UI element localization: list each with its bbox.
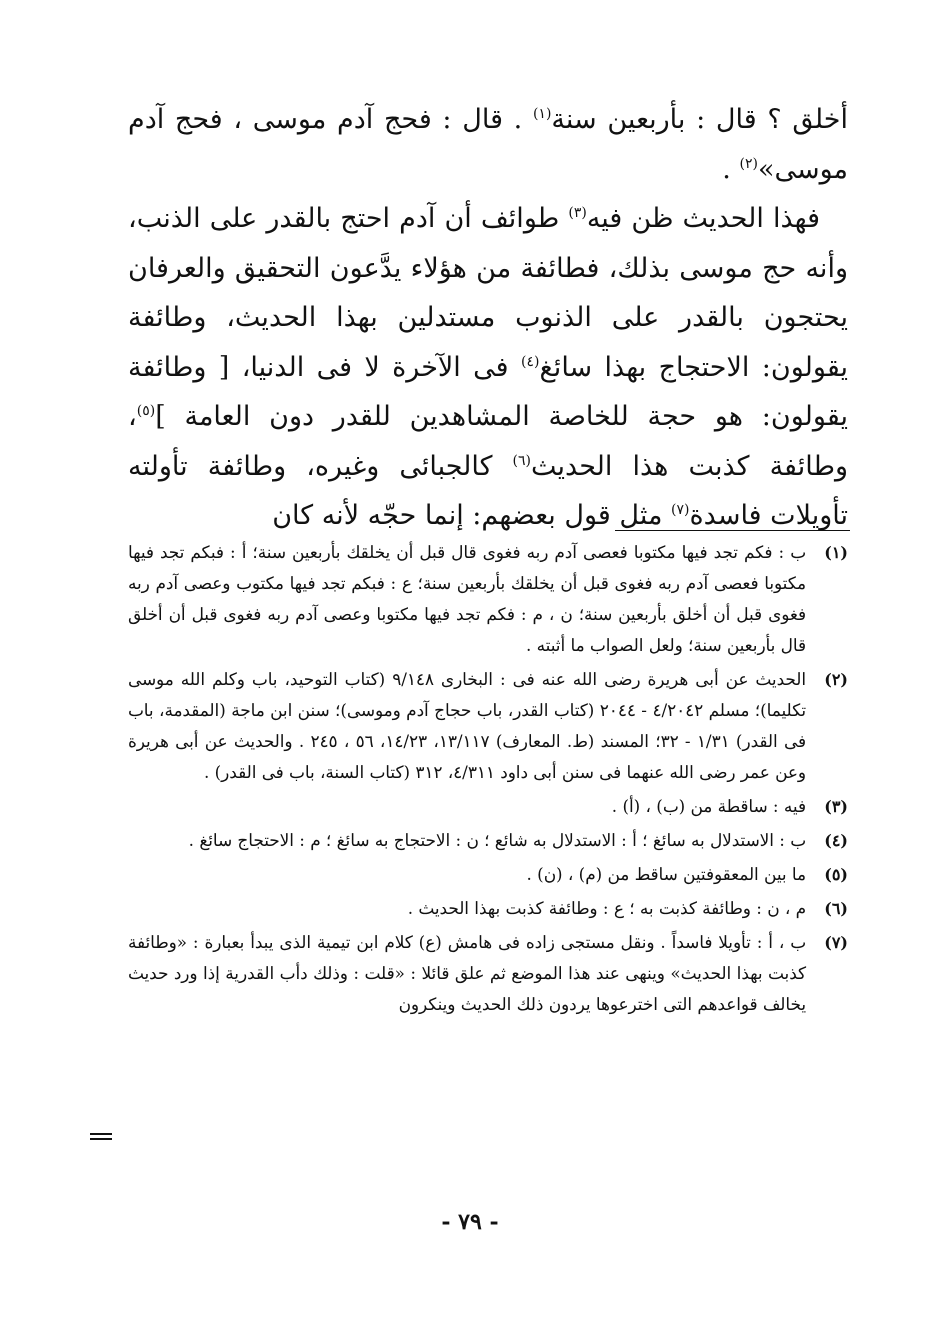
footnote xyxy=(128,825,848,856)
text-run: . xyxy=(722,153,740,185)
text-run: مثل قول بعضهم: إنما حجّه لأنه كان xyxy=(272,500,672,531)
footnotes xyxy=(128,537,848,1020)
footnote xyxy=(128,537,848,661)
footnote-marker: (٧) xyxy=(671,502,690,518)
footnote-number: (٥) xyxy=(824,865,848,884)
footnote-marker: (١) xyxy=(532,106,552,122)
page-number: - ٧٩ - xyxy=(441,1209,499,1235)
footnote-text: فيه : ساقطة من (ب) ، (أ) . xyxy=(611,796,806,816)
footnote-marker: (٥) xyxy=(136,403,156,419)
footnote-marker: (٤) xyxy=(520,353,540,370)
footnote-number: (٣) xyxy=(824,797,848,816)
text-run: أخلق ؟ قال : بأربعين سنة xyxy=(551,104,848,135)
main-text xyxy=(128,95,848,541)
footnote-text: ب ، أ : تأويلا فاسداً . ونقل مستجى زاده فى هامش (ع) كلام ابن تيمية الذى يبدأ بعبارة : «وطائفة كذبت بهذا الحديث» وينهى عند هذا الموضع ثم علق قائلا : «قلت : وذلك دأب القدرية إذا ورد حديث يخالف قواعدهم التى اخترعوها يردون ذلك الحديث وينكرون xyxy=(128,932,806,1014)
footnote xyxy=(128,859,848,890)
footnote-number: (١) xyxy=(824,543,848,562)
footnote-number: (٤) xyxy=(824,831,848,850)
footnote-number: (٦) xyxy=(824,899,848,918)
footnote-number: (٧) xyxy=(824,933,848,952)
continuation-mark xyxy=(90,1133,112,1143)
footnote-marker: (٢) xyxy=(739,155,758,172)
footnote xyxy=(128,664,848,788)
text-run: فى الآخرة لا فى الدنيا، [ وطائفة يقولون: هو حجة للخاصة المشاهدين للقدر دون العامة ] xyxy=(128,351,848,432)
text-run: فهذا الحديث ظن فيه xyxy=(586,203,821,234)
footnote-text: ما بين المعقوفتين ساقط من (م) ، (ن) . xyxy=(526,864,806,884)
footnote-text: الحديث عن أبى هريرة رضى الله عنه فى : البخارى ٩/١٤٨ (كتاب التوحيد، باب وكلم الله موسى تكليما)؛ مسلم ٤/٢٠٤٢ - ٢٠٤٤ (كتاب القدر، باب حجاج آدم وموسى)؛ سنن ابن ماجة (المقدمة، باب فى القدر) ١/٣١ - ٣٢؛ المسند (ط. المعارف) ١٣/١١٧، ١٤/٢٣، ٥٦ ، ٢٤٥ . والحديث عن أبى هريرة وعن عمر رضى الله عنهما فى سنن أبى داود ٤/٣١١، ٣١٢ (كتاب السنة، باب فى القدر) . xyxy=(128,669,807,782)
footnote-marker: (٦) xyxy=(512,452,532,469)
paragraph xyxy=(128,194,848,541)
text-run: كالجبائى وغيره، وطائفة تأولته تأويلات فاسدة xyxy=(128,450,848,531)
text-run: طوائف أن آدم احتج بالقدر على الذنب، وأنه حج موسى بذلك، فطائفة من هؤلاء يدَّعون التحقيق والعرفان يحتجون بالقدر على الذنوب مستدلين بهذا الحديث، وطائفة يقولون: الاحتجاج بهذا سائغ xyxy=(128,203,848,383)
text-run: . قال : فحج آدم موسى ، فحج آدم موسى» xyxy=(128,104,848,185)
footnote xyxy=(128,893,848,924)
footnote-separator xyxy=(615,530,850,531)
footnote-marker: (٣) xyxy=(568,205,587,221)
footnote-text: ب : فكم تجد فيها مكتوبا فعصى آدم ربه فغوى قال قبل أن يخلقك بأربعين سنة؛ أ : فبكم تجد فيها مكتوبا فعصى آدم ربه فغوى قبل أن يخلقك بأربعين سنة؛ ع : فبكم تجد فيها مكتوب وعصى آدم ربه فغوى قبل أن أخلق بأربعين سنة؛ ن ، م : فكم تجد فيها مكتوبا وعصى آدم ربه فغوى قبل أن أخلق قال بأربعين سنة؛ ولعل الصواب ما أثبته . xyxy=(128,542,806,655)
footnote-number: (٢) xyxy=(824,670,848,689)
footnote xyxy=(128,927,848,1020)
paragraph xyxy=(128,95,848,194)
footnote-text: م ، ن : وطائفة كذبت به ؛ ع : وطائفة كذبت بهذا الحديث . xyxy=(407,898,806,918)
footnote-text: ب : الاستدلال به سائغ ؛ أ : الاستدلال به شائع ؛ ن : الاحتجاج به سائغ ؛ م : الاحتجاج سائغ . xyxy=(188,830,806,850)
footnote xyxy=(128,791,848,822)
text-run: ، وطائفة كذبت هذا الحديث xyxy=(128,401,848,482)
